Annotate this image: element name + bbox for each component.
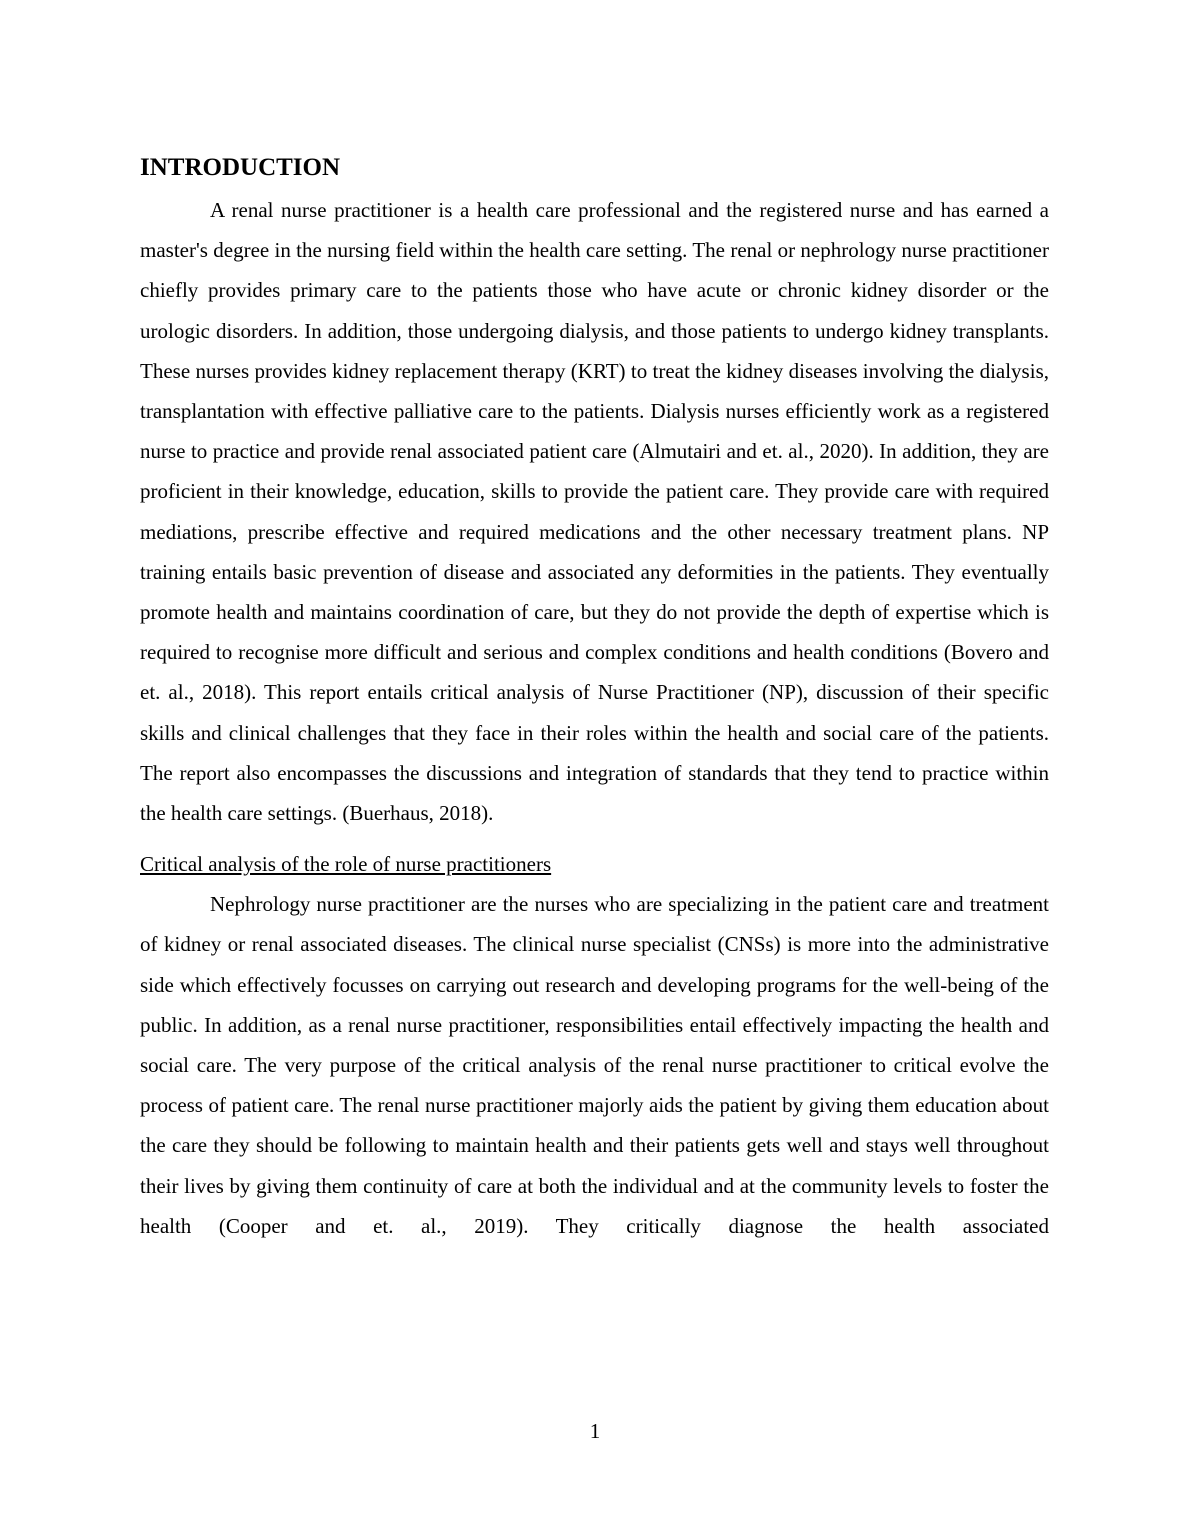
section-heading-introduction: INTRODUCTION: [140, 154, 341, 181]
intro-paragraph: A renal nurse practitioner is a health care professional and the registered nurse and has earned a master's degree in the nursing field within the health care setting. The renal or nephrology nurse practitioner chiefly provides primary care to the patients those who have acute or chronic kidney disorder or the urologic disorders. In addition, those undergoing dialysis, and those patients to undergo kidney transplants. These nurses provides kidney replacement therapy (KRT) to treat the kidney diseases involving the dialysis, transplantation with effective palliative care to the patients. Dialysis nurses efficiently work as a registered nurse to practice and provide renal associated patient care (Almutairi and et. al., 2020). In addition, they are proficient in their knowledge, education, skills to provide the patient care. They provide care with required mediations, prescribe effective and required medications and the other necessary treatment plans. NP training entails basic prevention of disease and associated any deformities in the patients. They eventually promote health and maintains coordination of care, but they do not provide the depth of expertise which is required to recognise more difficult and serious and complex conditions and health conditions (Bovero and et. al., 2018). This report entails critical analysis of Nurse Practitioner (NP), discussion of their specific skills and clinical challenges that they face in their roles within the health and social care of the patients. The report also encompasses the discussions and integration of standards that they tend to practice within the health care settings. (Buerhaus, 2018).: [140, 198, 1049, 826]
critical-analysis-paragraph-last-line: foster the health (Cooper and et. al., 2019). They critically diagnose the health associated: [140, 1173, 1049, 1238]
critical-analysis-paragraph: [140, 884, 1049, 1246]
critical-analysis-paragraph-main: Nephrology nurse practitioner are the nurses who are specializing in the patient care and treatment of kidney or renal associated diseases. The clinical nurse specialist (CNSs) is more into the administrative side which effectively focusses on carrying out research and developing programs for the well-being of the public. In addition, as a renal nurse practitioner, responsibilities entail effectively impacting the health and social care. The very purpose of the critical analysis of the renal nurse practitioner to critical evolve the process of patient care. The renal nurse practitioner majorly aids the patient by giving them education about the care they should be following to maintain health and their patients gets well and stays well throughout their lives by giving them continuity of care at both the individual and at the community levels to: [140, 892, 1049, 1198]
critical-analysis-paragraph-text: [140, 884, 1049, 1246]
page-body: [140, 150, 1049, 1246]
page-number: 1: [589, 1419, 601, 1443]
subheading-critical-analysis: Critical analysis of the role of nurse practitioners: [140, 852, 552, 877]
